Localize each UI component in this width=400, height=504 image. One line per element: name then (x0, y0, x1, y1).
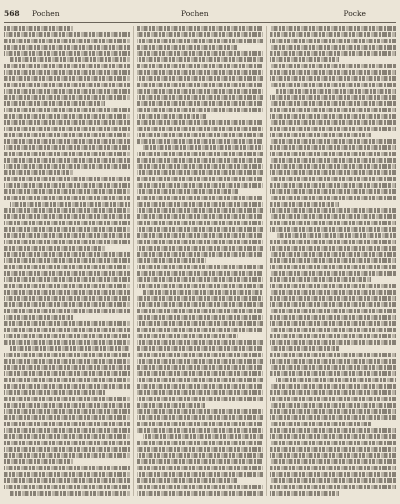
text-line (270, 472, 396, 477)
text-line (137, 26, 263, 31)
text-line (137, 158, 263, 163)
text-line (137, 214, 263, 219)
text-line (270, 384, 396, 389)
text-line (137, 390, 263, 395)
text-line (10, 57, 130, 62)
text-line (4, 252, 130, 257)
text-line (270, 214, 396, 219)
text-line (270, 485, 396, 490)
text-line (4, 328, 130, 333)
text-line (270, 26, 396, 31)
text-line (270, 139, 396, 144)
text-line (137, 252, 263, 257)
text-line (137, 321, 263, 326)
text-line (270, 447, 396, 452)
text-line (4, 466, 130, 471)
text-line (270, 64, 396, 69)
text-line (270, 240, 396, 245)
text-line (137, 365, 263, 370)
text-line (270, 95, 396, 100)
text-line (4, 302, 130, 307)
column-divider (133, 26, 134, 496)
text-line (10, 202, 130, 207)
text-line (4, 114, 130, 119)
text-line (270, 227, 396, 232)
text-line (4, 397, 130, 402)
text-line (4, 196, 130, 201)
text-line (137, 371, 263, 376)
text-line (4, 284, 130, 289)
text-line (137, 409, 263, 414)
text-line (4, 164, 130, 169)
text-line (4, 145, 130, 150)
text-line (10, 491, 130, 496)
text-line (4, 170, 73, 175)
text-line (137, 258, 206, 263)
text-line (4, 434, 130, 439)
text-line (137, 83, 263, 88)
text-line (137, 89, 263, 94)
text-line (137, 378, 263, 383)
text-line (137, 51, 263, 56)
text-line (137, 233, 263, 238)
text-line (270, 183, 396, 188)
headword-center: Pochen (181, 9, 209, 18)
text-line (137, 271, 263, 276)
text-line (4, 240, 130, 245)
text-line (4, 309, 130, 314)
text-line (137, 183, 263, 188)
text-line (270, 133, 371, 138)
text-line (270, 252, 396, 257)
text-line (137, 101, 263, 106)
text-line (270, 70, 396, 75)
text-line (270, 403, 396, 408)
text-line (137, 208, 263, 213)
running-header (4, 8, 396, 20)
text-line (10, 346, 130, 351)
text-line (270, 365, 396, 370)
text-line (270, 265, 396, 270)
text-line (4, 70, 130, 75)
text-line (4, 32, 130, 37)
text-line (4, 127, 130, 132)
text-line (4, 403, 130, 408)
text-line (137, 328, 263, 333)
text-line (4, 365, 130, 370)
text-line (137, 265, 263, 270)
text-line (137, 114, 206, 119)
text-line (270, 127, 396, 132)
text-line (4, 453, 130, 458)
text-line (4, 83, 130, 88)
text-line (143, 145, 263, 150)
text-line (137, 227, 263, 232)
text-line (270, 353, 396, 358)
text-line (270, 428, 396, 433)
text-line (137, 346, 263, 351)
text-line (270, 478, 396, 483)
text-line (4, 459, 73, 464)
text-line (270, 453, 396, 458)
text-line (270, 390, 396, 395)
text-line (137, 315, 263, 320)
text-line (270, 441, 396, 446)
text-line (4, 221, 130, 226)
text-line (137, 284, 263, 289)
text-line (137, 246, 263, 251)
text-line (270, 315, 396, 320)
text-line (137, 453, 263, 458)
text-line (137, 478, 238, 483)
text-line (270, 371, 396, 376)
text-line (4, 51, 130, 56)
text-line (137, 428, 263, 433)
text-line (137, 485, 263, 490)
text-line (4, 95, 130, 100)
text-line (270, 120, 396, 125)
text-line (4, 133, 130, 138)
text-line (270, 309, 396, 314)
text-line (4, 378, 130, 383)
text-line (270, 196, 396, 201)
text-line (137, 359, 263, 364)
text-line (270, 290, 396, 295)
text-line (4, 428, 130, 433)
text-line (4, 64, 130, 69)
text-line (4, 120, 130, 125)
text-line (137, 459, 263, 464)
text-line (137, 177, 263, 182)
text-line (4, 485, 130, 490)
text-line (4, 101, 105, 106)
text-line (276, 89, 396, 94)
text-line (137, 76, 263, 81)
text-column-1 (4, 26, 130, 496)
text-line (137, 334, 238, 339)
text-line (143, 290, 263, 295)
text-line (270, 271, 396, 276)
text-line (4, 139, 130, 144)
text-line (137, 309, 263, 314)
text-line (4, 265, 130, 270)
text-line (4, 158, 130, 163)
text-line (270, 208, 396, 213)
text-line (270, 158, 396, 163)
text-line (270, 258, 396, 263)
text-line (137, 120, 263, 125)
text-line (270, 409, 396, 414)
text-line (270, 145, 396, 150)
text-line (137, 353, 263, 358)
text-line (143, 434, 263, 439)
text-line (4, 183, 130, 188)
text-line (270, 51, 396, 56)
text-line (4, 189, 130, 194)
text-line (137, 472, 263, 477)
text-line (4, 296, 130, 301)
text-line (270, 152, 396, 157)
text-line (137, 57, 263, 62)
text-line (270, 397, 396, 402)
text-line (270, 108, 396, 113)
text-line (270, 45, 396, 50)
text-line (270, 189, 396, 194)
text-line (270, 459, 396, 464)
text-line (4, 390, 105, 395)
text-column-3 (270, 26, 396, 496)
text-line (4, 227, 130, 232)
text-line (4, 108, 130, 113)
text-line (4, 384, 130, 389)
text-line (270, 284, 396, 289)
text-line (270, 346, 339, 351)
text-line (270, 466, 396, 471)
text-line (4, 359, 130, 364)
text-line (270, 32, 396, 37)
text-line (4, 177, 130, 182)
text-line (137, 45, 238, 50)
text-line (4, 290, 130, 295)
text-line (4, 371, 130, 376)
text-line (137, 302, 263, 307)
text-line (270, 246, 396, 251)
text-line (137, 441, 263, 446)
text-line (137, 491, 263, 496)
text-line (137, 415, 263, 420)
text-line (4, 334, 130, 339)
text-line (270, 359, 396, 364)
text-line (270, 114, 396, 119)
text-line (4, 233, 130, 238)
text-line (4, 315, 73, 320)
text-line (270, 39, 396, 44)
text-line (270, 334, 396, 339)
text-line (137, 95, 263, 100)
text-line (137, 240, 263, 245)
text-line (4, 353, 130, 358)
text-line (270, 434, 396, 439)
text-line (270, 221, 396, 226)
text-line (137, 64, 263, 69)
text-line (137, 133, 263, 138)
text-line (270, 57, 339, 62)
text-column-2 (137, 26, 263, 496)
text-line (4, 271, 130, 276)
text-line (270, 321, 396, 326)
text-line (270, 422, 371, 427)
headword-left: Pochen (32, 9, 60, 18)
text-line (137, 108, 263, 113)
text-line (137, 32, 263, 37)
text-line (4, 246, 105, 251)
text-line (137, 447, 263, 452)
text-line (4, 208, 130, 213)
column-divider (266, 26, 267, 496)
text-line (4, 76, 130, 81)
text-line (137, 403, 206, 408)
text-line (4, 441, 130, 446)
text-line (270, 302, 396, 307)
text-line (270, 164, 396, 169)
text-line (137, 164, 263, 169)
text-line (4, 39, 130, 44)
text-line (4, 340, 130, 345)
text-line (137, 466, 263, 471)
text-line (270, 340, 396, 345)
text-line (4, 472, 130, 477)
text-line (4, 277, 130, 282)
text-line (270, 76, 396, 81)
text-line (270, 170, 396, 175)
text-line (137, 152, 263, 157)
text-line (137, 202, 263, 207)
page-number: 568 (4, 9, 20, 18)
text-line (4, 447, 130, 452)
text-line (4, 214, 130, 219)
text-line (137, 422, 263, 427)
text-line (4, 152, 130, 157)
text-line (4, 89, 130, 94)
text-line (137, 70, 263, 75)
text-line (270, 177, 396, 182)
text-line (137, 384, 263, 389)
text-line (270, 202, 339, 207)
text-line (4, 26, 73, 31)
text-line (137, 340, 263, 345)
text-line (4, 478, 130, 483)
text-line (137, 296, 263, 301)
text-line (137, 139, 263, 144)
text-line (4, 258, 130, 263)
text-line (137, 189, 238, 194)
header-rule (4, 22, 396, 23)
text-line (137, 397, 263, 402)
text-line (270, 328, 396, 333)
text-line (4, 45, 130, 50)
headword-right: Pocke (343, 9, 366, 18)
text-line (137, 221, 263, 226)
text-line (270, 491, 339, 496)
text-line (270, 277, 371, 282)
text-line (137, 39, 263, 44)
text-line (270, 296, 396, 301)
text-line (137, 170, 263, 175)
text-line (4, 409, 130, 414)
text-line (270, 415, 396, 420)
text-line (276, 378, 396, 383)
text-line (4, 321, 130, 326)
text-line (276, 233, 396, 238)
text-line (270, 101, 396, 106)
text-line (4, 422, 130, 427)
text-line (4, 415, 130, 420)
text-line (270, 83, 396, 88)
text-line (137, 277, 263, 282)
text-line (137, 127, 263, 132)
text-line (137, 196, 263, 201)
